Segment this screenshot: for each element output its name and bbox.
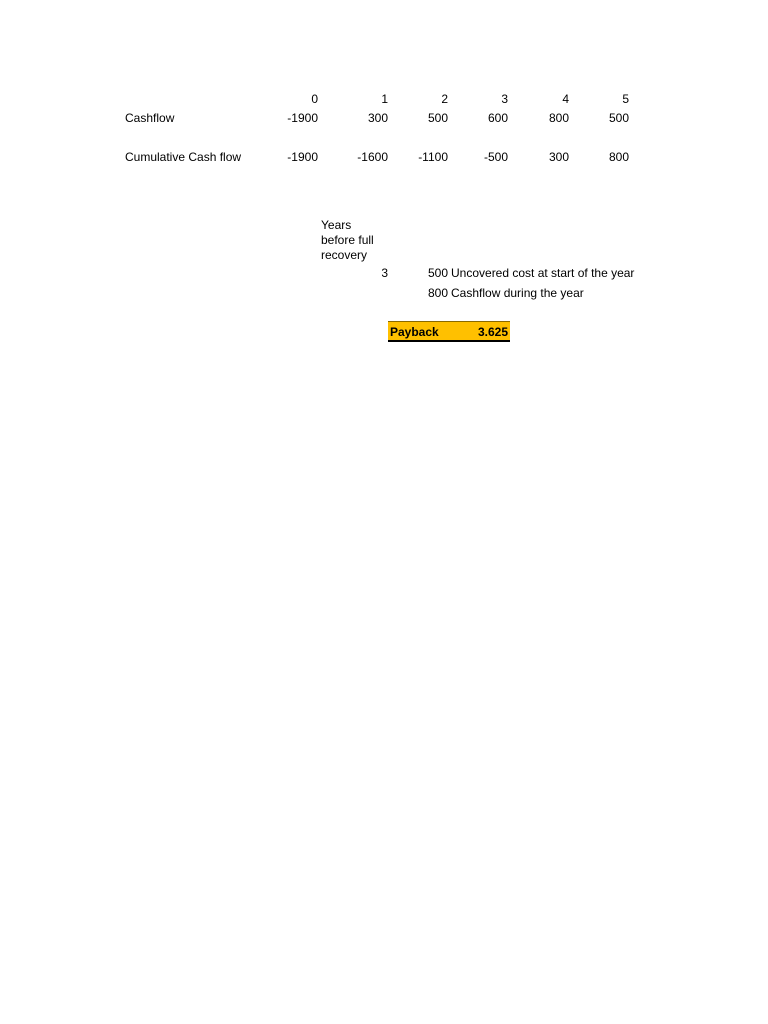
period-header-3: 3: [501, 92, 508, 106]
cumulative-cashflow-label: Cumulative Cash flow: [125, 150, 242, 164]
period-header-2: 2: [441, 92, 448, 106]
recovery-label-line-3: recovery: [321, 248, 368, 262]
cashflow-value-4: 800: [548, 111, 569, 125]
cumulative-value-3: -500: [483, 150, 508, 164]
recovery-years-value: 3: [381, 266, 388, 280]
period-header-4: 4: [562, 92, 569, 106]
payback-label: Payback: [390, 325, 439, 339]
period-header-1: 1: [381, 92, 388, 106]
cashflow-value-3: 600: [487, 111, 508, 125]
recovery-label-line-2: before full: [321, 233, 374, 247]
cumulative-value-0: -1900: [287, 150, 318, 164]
year-cashflow-value: 800: [427, 286, 448, 300]
cumulative-value-4: 300: [548, 150, 569, 164]
cumulative-value-2: -1100: [418, 150, 448, 164]
cumulative-value-1: -1600: [357, 150, 388, 164]
recovery-label-line-1: Years: [321, 218, 352, 232]
payback-value: 3.625: [477, 325, 508, 339]
cashflow-value-1: 300: [367, 111, 388, 125]
cashflow-value-2: 500: [427, 111, 448, 125]
uncovered-cost-value: 500: [427, 266, 448, 280]
cashflow-value-5: 500: [608, 111, 629, 125]
cashflow-label: Cashflow: [125, 111, 175, 125]
uncovered-cost-label: Uncovered cost at start of the year: [451, 266, 635, 280]
year-cashflow-label: Cashflow during the year: [451, 286, 584, 300]
cumulative-value-5: 800: [608, 150, 629, 164]
cashflow-value-0: -1900: [287, 111, 318, 125]
period-header-5: 5: [622, 92, 629, 106]
payback-highlight: [388, 321, 510, 342]
period-header-0: 0: [311, 92, 318, 106]
